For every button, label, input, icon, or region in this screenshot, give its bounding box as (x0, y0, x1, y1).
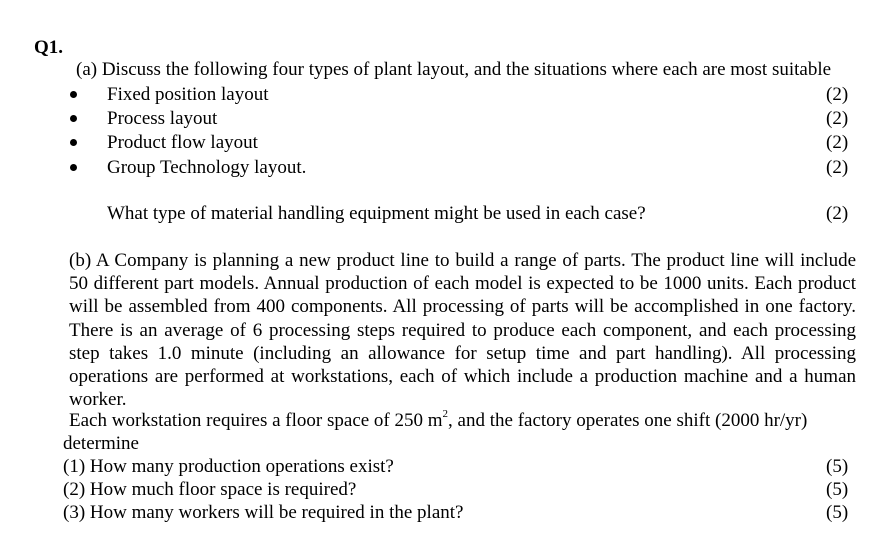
material-handling-question: What type of material handling equipment might be used in each case? (107, 203, 646, 224)
part-b-text: (b) A Company is planning a new product line to build a range of parts. The product line will include 50 different part models. Annual production of each model is expected to be 1000 units. Each product will be assembled from 400 components. All processing of parts will be accomplished in one factory. There is an average of 6 processing steps required to produce each component, and each processing step takes 1.0 minute (including an allowance for setup time and part handling). All processing operations are performed at workstations, each of which include a production machine and a human worker. (69, 250, 856, 411)
bullet-dot (70, 115, 77, 122)
bullet-text: Group Technology layout. (107, 157, 307, 178)
bullet-dot (70, 91, 77, 98)
floor-space-line (69, 409, 807, 432)
marks: (2) (826, 108, 849, 129)
bullet-dot (70, 139, 77, 146)
bullet-text: Product flow layout (107, 132, 258, 153)
question-label: Q1. (34, 37, 64, 58)
part-b-paragraph (69, 249, 856, 411)
floor-space-text-end: , and the factory operates one shift (2000 hr/yr) (448, 410, 808, 431)
superscript: 2 (442, 407, 449, 420)
part-a-intro: (a) Discuss the following four types of plant layout, and the situations where each are most suitable (76, 59, 832, 80)
marks: (5) (826, 456, 849, 477)
marks: (5) (826, 479, 849, 500)
subquestion: (1) How many production operations exist? (63, 456, 394, 477)
bullet-text: Process layout (107, 108, 218, 129)
determine-label: determine (63, 433, 139, 454)
bullet-dot (70, 164, 77, 171)
subquestion: (2) How much floor space is required? (63, 479, 357, 500)
marks: (2) (826, 84, 849, 105)
subquestion: (3) How many workers will be required in the plant? (63, 502, 464, 523)
marks: (2) (826, 203, 849, 224)
bullet-text: Fixed position layout (107, 84, 269, 105)
marks: (2) (826, 132, 849, 153)
floor-space-text: Each workstation requires a floor space of 250 m (69, 410, 443, 431)
marks: (2) (826, 157, 849, 178)
marks: (5) (826, 502, 849, 523)
